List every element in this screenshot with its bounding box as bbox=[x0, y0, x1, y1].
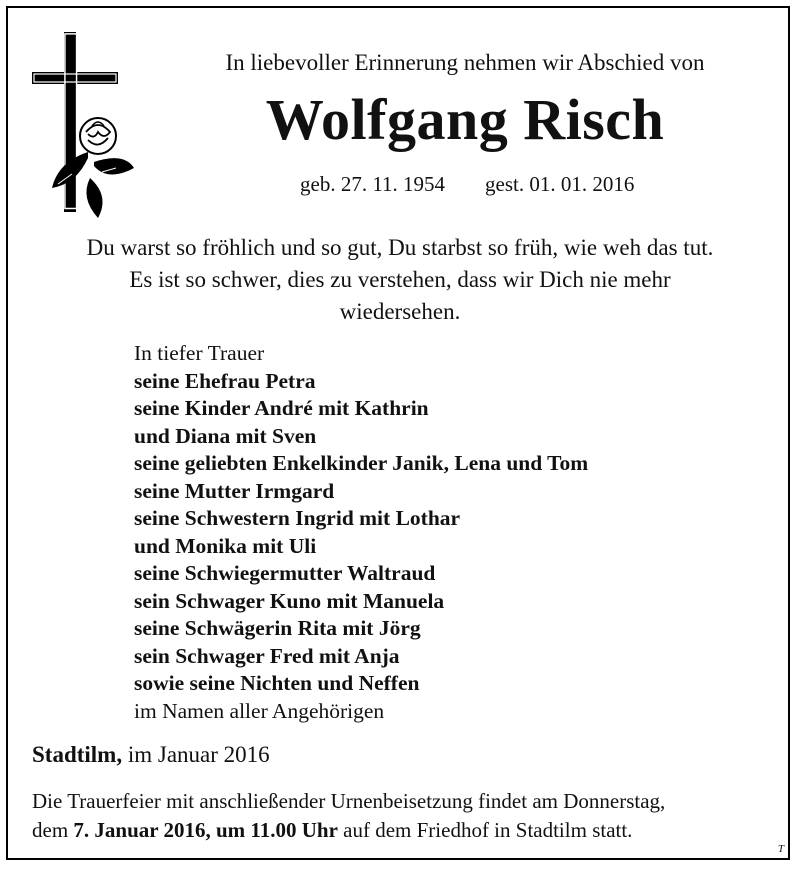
mourner-line: seine Kinder André mit Kathrin bbox=[134, 396, 429, 420]
place: Stadtilm, bbox=[32, 742, 123, 767]
verse-line: Es ist so schwer, dies zu verstehen, dass wir Dich nie mehr bbox=[129, 267, 671, 292]
cross-with-rose-icon bbox=[28, 28, 138, 228]
ceremony-date-time: 7. Januar 2016, um 11.00 Uhr bbox=[73, 818, 338, 842]
mourner-line: seine Schwägerin Rita mit Jörg bbox=[134, 616, 421, 640]
life-dates bbox=[300, 172, 634, 197]
mourning-intro: In tiefer Trauer bbox=[134, 341, 265, 365]
ceremony-line-2 bbox=[32, 816, 776, 845]
mourner-line: seine Schwestern Ingrid mit Lothar bbox=[134, 506, 461, 530]
intro-line: In liebevoller Erinnerung nehmen wir Abschied von bbox=[225, 50, 705, 75]
ceremony-line-1: Die Trauerfeier mit anschließender Urnenbeisetzung findet am Donnerstag, bbox=[32, 789, 666, 813]
mourner-line: sowie seine Nichten und Neffen bbox=[134, 671, 420, 695]
deceased-name: Wolfgang Risch bbox=[265, 87, 665, 152]
ceremony-text: dem bbox=[32, 818, 69, 842]
mourner-line: sein Schwager Fred mit Anja bbox=[134, 643, 400, 668]
mourning-outro: im Namen aller Angehörigen bbox=[134, 698, 385, 723]
mourner-line: und Diana mit Sven bbox=[134, 423, 317, 448]
death-date: gest. 01. 01. 2016 bbox=[485, 172, 635, 196]
verse-line: Du warst so fröhlich und so gut, Du starbst so früh, wie weh das tut. bbox=[86, 235, 714, 260]
mourner-line: seine geliebten Enkelkinder Janik, Lena und Tom bbox=[134, 451, 589, 475]
memorial-verse bbox=[20, 232, 780, 328]
mourner-line: und Monika mit Uli bbox=[134, 533, 317, 558]
publisher-mark: T bbox=[777, 843, 784, 855]
mourner-line: seine Schwiegermutter Waltraud bbox=[134, 561, 436, 585]
mourner-line: seine Ehefrau Petra bbox=[134, 368, 316, 393]
birth-date: geb. 27. 11. 1954 bbox=[300, 172, 446, 196]
verse-line: wiedersehen. bbox=[339, 299, 461, 324]
ceremony-text: auf dem Friedhof in Stadtilm statt. bbox=[343, 818, 633, 842]
ceremony-info bbox=[32, 787, 776, 845]
mourners-list bbox=[134, 340, 588, 725]
place-date-text: im Januar 2016 bbox=[127, 742, 270, 767]
mourner-line: seine Mutter Irmgard bbox=[134, 478, 335, 503]
mourner-line: sein Schwager Kuno mit Manuela bbox=[134, 588, 445, 613]
place-date bbox=[32, 742, 270, 768]
